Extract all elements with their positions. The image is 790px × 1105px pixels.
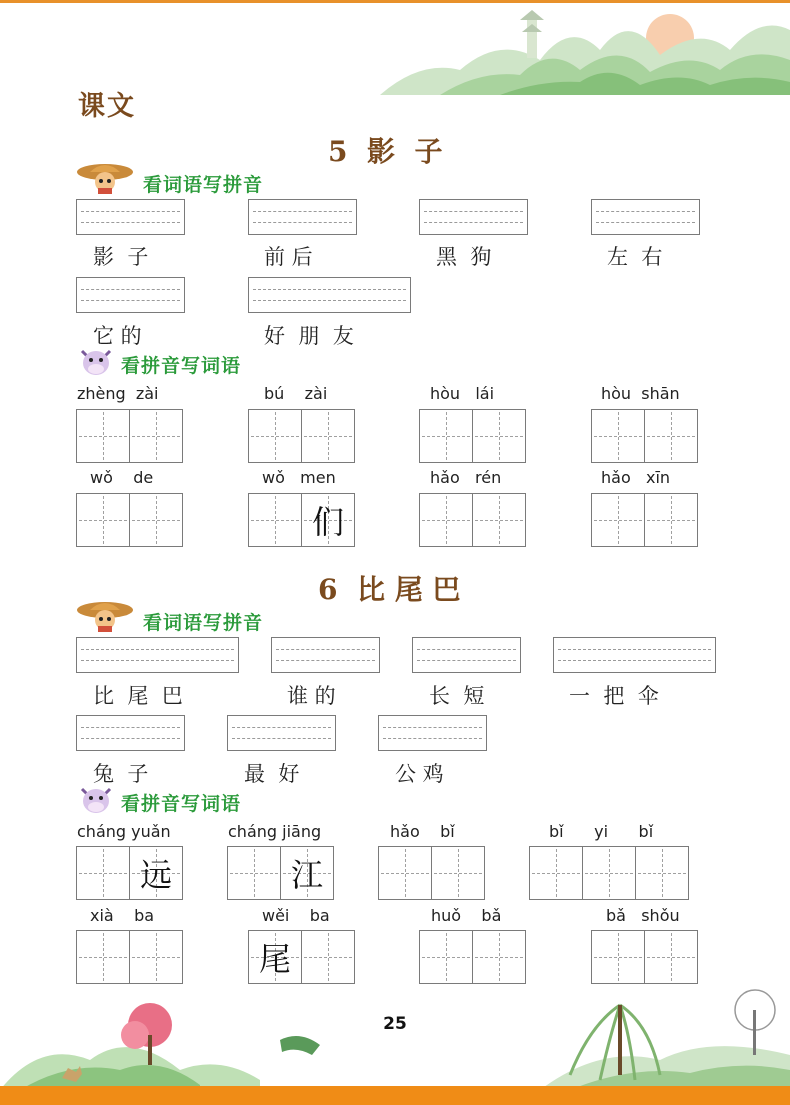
pinyin-label: cháng jiāng bbox=[228, 822, 322, 841]
word-label: 比 尾 巴 bbox=[93, 684, 183, 708]
word-label: 最 好 bbox=[244, 762, 300, 786]
pinyin-answer-box[interactable] bbox=[591, 199, 700, 235]
char-cell[interactable]: 们 bbox=[301, 493, 355, 547]
char-grid[interactable] bbox=[419, 409, 525, 463]
char-cell[interactable] bbox=[76, 493, 130, 547]
lesson-6-task-1-title: 看词语写拼音 bbox=[143, 612, 264, 634]
word-label: 一 把 伞 bbox=[569, 684, 659, 708]
pinyin-answer-box[interactable] bbox=[271, 637, 380, 673]
char-cell[interactable] bbox=[129, 930, 183, 984]
pinyin-label: bǎ shǒu bbox=[606, 906, 680, 925]
word-label: 公 鸡 bbox=[395, 762, 444, 786]
char-cell[interactable] bbox=[227, 846, 281, 900]
word-label: 兔 子 bbox=[93, 762, 149, 786]
char-cell[interactable] bbox=[529, 846, 583, 900]
section-label: 课文 bbox=[78, 91, 136, 122]
word-label: 长 短 bbox=[429, 684, 485, 708]
mascot-cow-icon bbox=[76, 783, 116, 817]
bottom-border-bar bbox=[0, 1086, 790, 1105]
pinyin-label: hǎo rén bbox=[430, 468, 502, 487]
pinyin-answer-box[interactable] bbox=[76, 715, 185, 751]
word-label: 它 的 bbox=[93, 324, 142, 348]
pinyin-answer-box[interactable] bbox=[248, 277, 411, 313]
char-cell[interactable] bbox=[419, 409, 473, 463]
pinyin-answer-box[interactable] bbox=[76, 277, 185, 313]
char-cell[interactable] bbox=[582, 846, 636, 900]
char-cell[interactable] bbox=[378, 846, 432, 900]
char-cell[interactable] bbox=[129, 409, 183, 463]
char-cell[interactable] bbox=[635, 846, 689, 900]
pinyin-label: wěi ba bbox=[262, 906, 330, 925]
char-grid[interactable] bbox=[419, 493, 525, 547]
char-cell[interactable] bbox=[591, 493, 645, 547]
pinyin-answer-box[interactable] bbox=[76, 199, 185, 235]
char-grid[interactable] bbox=[227, 846, 333, 900]
pinyin-label: wǒ de bbox=[90, 468, 154, 487]
pinyin-answer-box[interactable] bbox=[378, 715, 487, 751]
word-label: 谁 的 bbox=[287, 684, 336, 708]
pinyin-answer-box[interactable] bbox=[419, 199, 528, 235]
char-grid[interactable] bbox=[419, 930, 525, 984]
char-cell[interactable] bbox=[301, 409, 355, 463]
char-cell[interactable]: 远 bbox=[129, 846, 183, 900]
pinyin-label: huǒ bǎ bbox=[431, 906, 502, 925]
pinyin-label: zhèng zài bbox=[77, 384, 159, 403]
word-label: 黑 狗 bbox=[436, 245, 492, 269]
pinyin-answer-box[interactable] bbox=[248, 199, 357, 235]
char-grid[interactable] bbox=[76, 409, 182, 463]
pinyin-answer-box[interactable] bbox=[227, 715, 336, 751]
pinyin-label: hòu shān bbox=[601, 384, 680, 403]
page-number: 25 bbox=[383, 1014, 407, 1034]
char-cell[interactable] bbox=[644, 409, 698, 463]
word-label: 左 右 bbox=[607, 245, 663, 269]
word-label: 好 朋 友 bbox=[264, 324, 354, 348]
pinyin-label: hǎo xīn bbox=[601, 468, 671, 487]
char-grid[interactable] bbox=[591, 409, 697, 463]
char-grid[interactable] bbox=[76, 493, 182, 547]
lesson-6-task-2-title: 看拼音写词语 bbox=[121, 793, 242, 815]
char-grid[interactable] bbox=[591, 930, 697, 984]
char-cell[interactable] bbox=[419, 930, 473, 984]
char-cell[interactable] bbox=[472, 409, 526, 463]
char-cell[interactable] bbox=[419, 493, 473, 547]
char-cell[interactable] bbox=[76, 930, 130, 984]
char-grid[interactable] bbox=[248, 493, 354, 547]
pinyin-label: wǒ men bbox=[262, 468, 336, 487]
char-cell[interactable] bbox=[591, 930, 645, 984]
char-grid[interactable] bbox=[76, 930, 182, 984]
pinyin-label: cháng yuǎn bbox=[77, 822, 171, 841]
char-cell[interactable] bbox=[472, 493, 526, 547]
lesson-6-title: 6 比 尾 巴 bbox=[318, 573, 461, 606]
char-cell[interactable] bbox=[76, 846, 130, 900]
mountain-landscape-icon bbox=[380, 0, 790, 95]
char-cell[interactable] bbox=[431, 846, 485, 900]
char-cell[interactable] bbox=[248, 409, 302, 463]
char-cell[interactable] bbox=[644, 493, 698, 547]
lesson-5-task-2-title: 看拼音写词语 bbox=[121, 355, 242, 377]
lesson-5-task-1-title: 看词语写拼音 bbox=[143, 174, 264, 196]
pinyin-label: bǐ yi bǐ bbox=[549, 822, 654, 841]
char-cell[interactable] bbox=[644, 930, 698, 984]
pinyin-answer-box[interactable] bbox=[76, 637, 239, 673]
char-cell[interactable]: 尾 bbox=[248, 930, 302, 984]
word-label: 影 子 bbox=[93, 245, 149, 269]
lesson-5-title: 5 影 子 bbox=[328, 135, 443, 168]
pinyin-label: xià ba bbox=[90, 906, 155, 925]
char-grid[interactable] bbox=[248, 409, 354, 463]
char-cell[interactable]: 江 bbox=[280, 846, 334, 900]
char-cell[interactable] bbox=[301, 930, 355, 984]
char-cell[interactable] bbox=[76, 409, 130, 463]
char-grid[interactable] bbox=[248, 930, 354, 984]
mascot-hat-icon bbox=[76, 160, 134, 194]
char-cell[interactable] bbox=[472, 930, 526, 984]
word-label: 前 后 bbox=[264, 245, 313, 269]
pinyin-label: hǎo bǐ bbox=[390, 822, 455, 841]
mascot-cow-icon bbox=[76, 345, 116, 379]
mascot-hat-icon bbox=[76, 598, 134, 632]
char-cell[interactable] bbox=[248, 493, 302, 547]
char-grid[interactable] bbox=[529, 846, 688, 900]
char-grid[interactable] bbox=[591, 493, 697, 547]
pinyin-answer-box[interactable] bbox=[412, 637, 521, 673]
char-grid[interactable] bbox=[378, 846, 484, 900]
willow-tree-landscape-icon bbox=[540, 985, 790, 1090]
char-cell[interactable] bbox=[129, 493, 183, 547]
pinyin-label: hòu lái bbox=[430, 384, 495, 403]
pinyin-answer-box[interactable] bbox=[553, 637, 716, 673]
char-grid[interactable] bbox=[76, 846, 182, 900]
pinyin-label: bú zài bbox=[264, 384, 328, 403]
char-cell[interactable] bbox=[591, 409, 645, 463]
